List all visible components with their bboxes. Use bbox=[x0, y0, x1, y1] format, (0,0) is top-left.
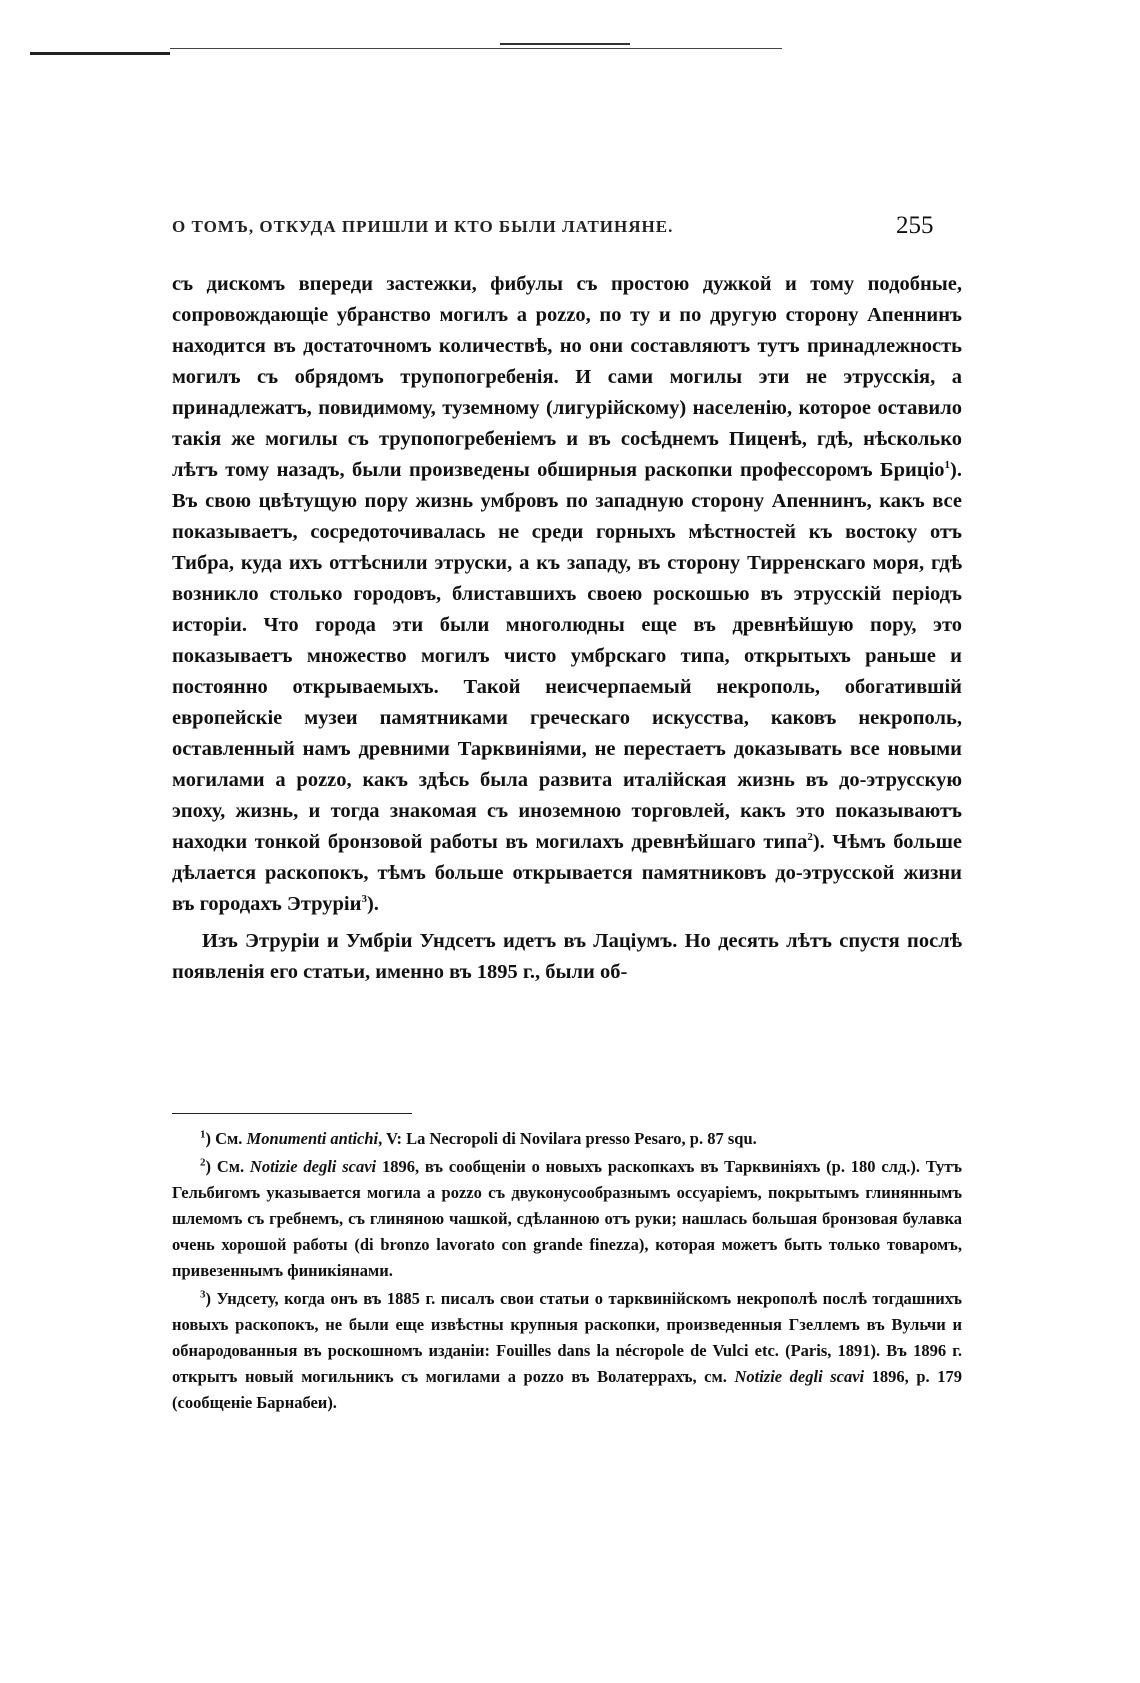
running-title: О ТОМЪ, ОТКУДА ПРИШЛИ И КТО БЫЛИ ЛАТИНЯНЕ. bbox=[172, 217, 674, 236]
footnote-2: $^2$) См. Notizie degli scavi 1896, въ сообщеніи о новыхъ раскопкахъ въ Тарквиніяхъ (p. 180 слд.). Тутъ Гельбигомъ указывается могила a pozzo съ двуконусообразнымъ оссуаріемъ, покрытымъ глиняннымъ шлемомъ съ гребнемъ, съ глиняною чашкой, сдѣланною отъ руки; нашлась большая бронзовая булавка очень хорошой работы (di bronzo lavorato con grande finezza), которая можетъ быть только товаромъ, привезеннымъ финикіянами. bbox=[172, 1156, 963, 1280]
footnote-ref-1[interactable]: 1 bbox=[944, 459, 951, 472]
paragraph-1: съ дискомъ впереди застежки, фибулы съ простою дужкой и тому подобные, сопровождающіе убранство могилъ а pozzo, по ту и по другую сторону Апеннинъ находится въ достаточномъ количествѣ, но они составляютъ тутъ принадлежность могилъ съ обрядомъ трупопогребенія. И сами могилы эти не этрусскія, а принадлежатъ, повидимому, туземному (лигурійскому) населенію, которое оставило такія же могилы съ трупопогребеніемъ и въ сосѣднемъ Пиценѣ, гдѣ, нѣсколько лѣтъ тому назадъ, были произведены обширныя раскопки профессоромъ Бриціо$^1$). Въ свою цвѣтущую пору жизнь умбровъ по западную сторону Апеннинъ, какъ все показываетъ, сосредоточивалась не среди горныхъ мѣстностей къ востоку отъ Тибра, куда ихъ оттѣснили этруски, а къ западу, въ сторону Тирренскаго моря, гдѣ возникло столько городовъ, блиставшихъ своею роскошью въ этрусскій періодъ исторіи. Что города эти были многолюдны еще въ древнѣйшую пору, это показываетъ множество могилъ чисто умбрскаго типа, открытыхъ раньше и постоянно открываемыхъ. Такой неисчерпаемый некрополь, обогатившій европейскіе музеи памятниками греческаго искусства, каковъ некрополь, оставленный намъ древними Тарквиніями, не перестаетъ доказывать все новыми могилами a pozzo, какъ здѣсь была развита италійская жизнь въ до-этрусскую эпоху, жизнь, и тогда знакомая съ иноземною торговлей, какъ это показываютъ находки тонкой бронзовой работы въ могилахъ древнѣйшаго типа$^2$). Чѣмъ больше дѣлается раскопокъ, тѣмъ больше открывается памятниковъ до-этрусской жизни въ городахъ Этруріи$^3$). bbox=[172, 273, 963, 915]
footnote-1: $^1$) См. Monumenti antichi, V: La Necropoli di Novilara presso Pesaro, p. 87 squ. bbox=[200, 1128, 757, 1148]
footnote-ref-3[interactable]: 3 bbox=[361, 893, 367, 906]
scan-top-rule bbox=[30, 40, 782, 43]
footnote-3: $^3$) Ундсету, когда онъ въ 1885 г. писалъ свои статьи о тарквинійскомъ некрополѣ послѣ тогдашнихъ новыхъ раскопокъ, не были еще извѣстны крупныя раскопки, произведенныя Гзеллемъ въ Вульчи и обнародованныя въ роскошномъ изданіи: Fouilles dans la nécropole de Vulci etc. (Paris, 1891). Въ 1896 г. открытъ новый могильникъ съ могилами a pozzo въ Волатеррахъ, см. Notizie degli scavi 1896, p. 179 (сообщеніе Барнабеи). bbox=[172, 1288, 962, 1412]
paragraph-2: Изъ Этруріи и Умбріи Ундсетъ идетъ въ Лаціумъ. Но десять лѣтъ спустя послѣ появленія его статьи, именно въ 1895 г., были об- bbox=[172, 930, 962, 983]
footnote-divider bbox=[172, 1113, 412, 1114]
page-number: 255 bbox=[896, 212, 934, 239]
main-text bbox=[172, 269, 962, 988]
footnotes bbox=[172, 1126, 962, 1416]
footnote-ref-2[interactable]: 2 bbox=[807, 831, 813, 844]
